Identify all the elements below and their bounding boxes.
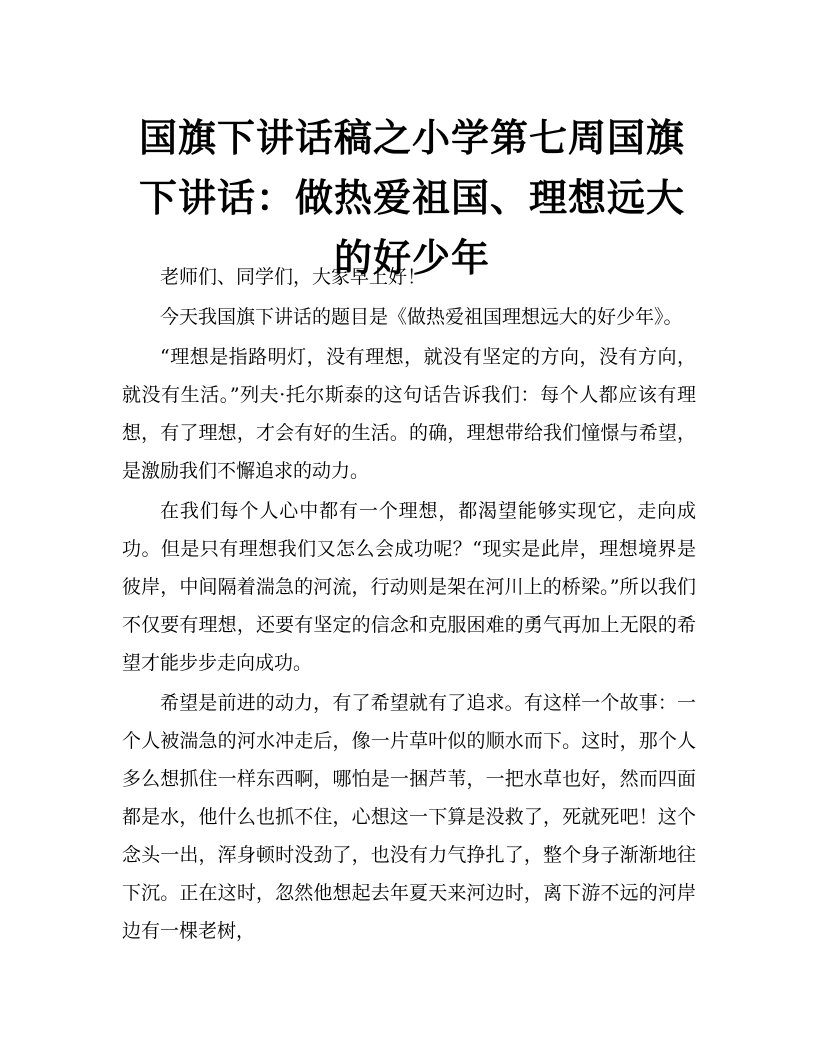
document-body [122,258,696,952]
paragraph-greeting: 老师们、同学们，大家早上好！ [160,266,427,288]
paragraph-ideal: 在我们每个人心中都有一个理想，都渴望能够实现它，走向成功。但是只有理想我们又怎么会成功呢？“现实是此岸，理想境界是彼岸，中间隔着湍急的河流，行动则是架在河川上的桥梁。”所以我们不仅要有理想，还要有坚定的信念和克服困难的勇气再加上无限的希望才能步步走向成功。 [122,500,696,674]
paragraph-quote: “理想是指路明灯，没有理想，就没有坚定的方向，没有方向，就没有生活。”列夫·托尔斯泰的这句话告诉我们：每个人都应该有理想，有了理想，才会有好的生活。的确，理想带给我们憧憬与希望，是激励我们不懈追求的动力。 [122,346,696,482]
paragraph-topic: 今天我国旗下讲话的题目是《做热爱祖国理想远大的好少年》。 [160,306,683,328]
paragraph-story: 希望是前进的动力，有了希望就有了追求。有这样一个故事：一个人被湍急的河水冲走后，像一片草叶似的顺水而下。这时，那个人多么想抓住一样东西啊，哪怕是一捆芦苇，一把水草也好，然而四面都是水，他什么也抓不住，心想这一下算是没救了，死就死吧！这个念头一出，浑身顿时没劲了，也没有力气挣扎了，整个身子渐渐地往下沉。正在这时，忽然他想起去年夏天来河边时，离下游不远的河岸边有一棵老树， [122,692,696,942]
document-title: 国旗下讲话稿之小学第七周国旗下讲话：做热爱祖国、理想远大的好少年 [138,115,685,280]
